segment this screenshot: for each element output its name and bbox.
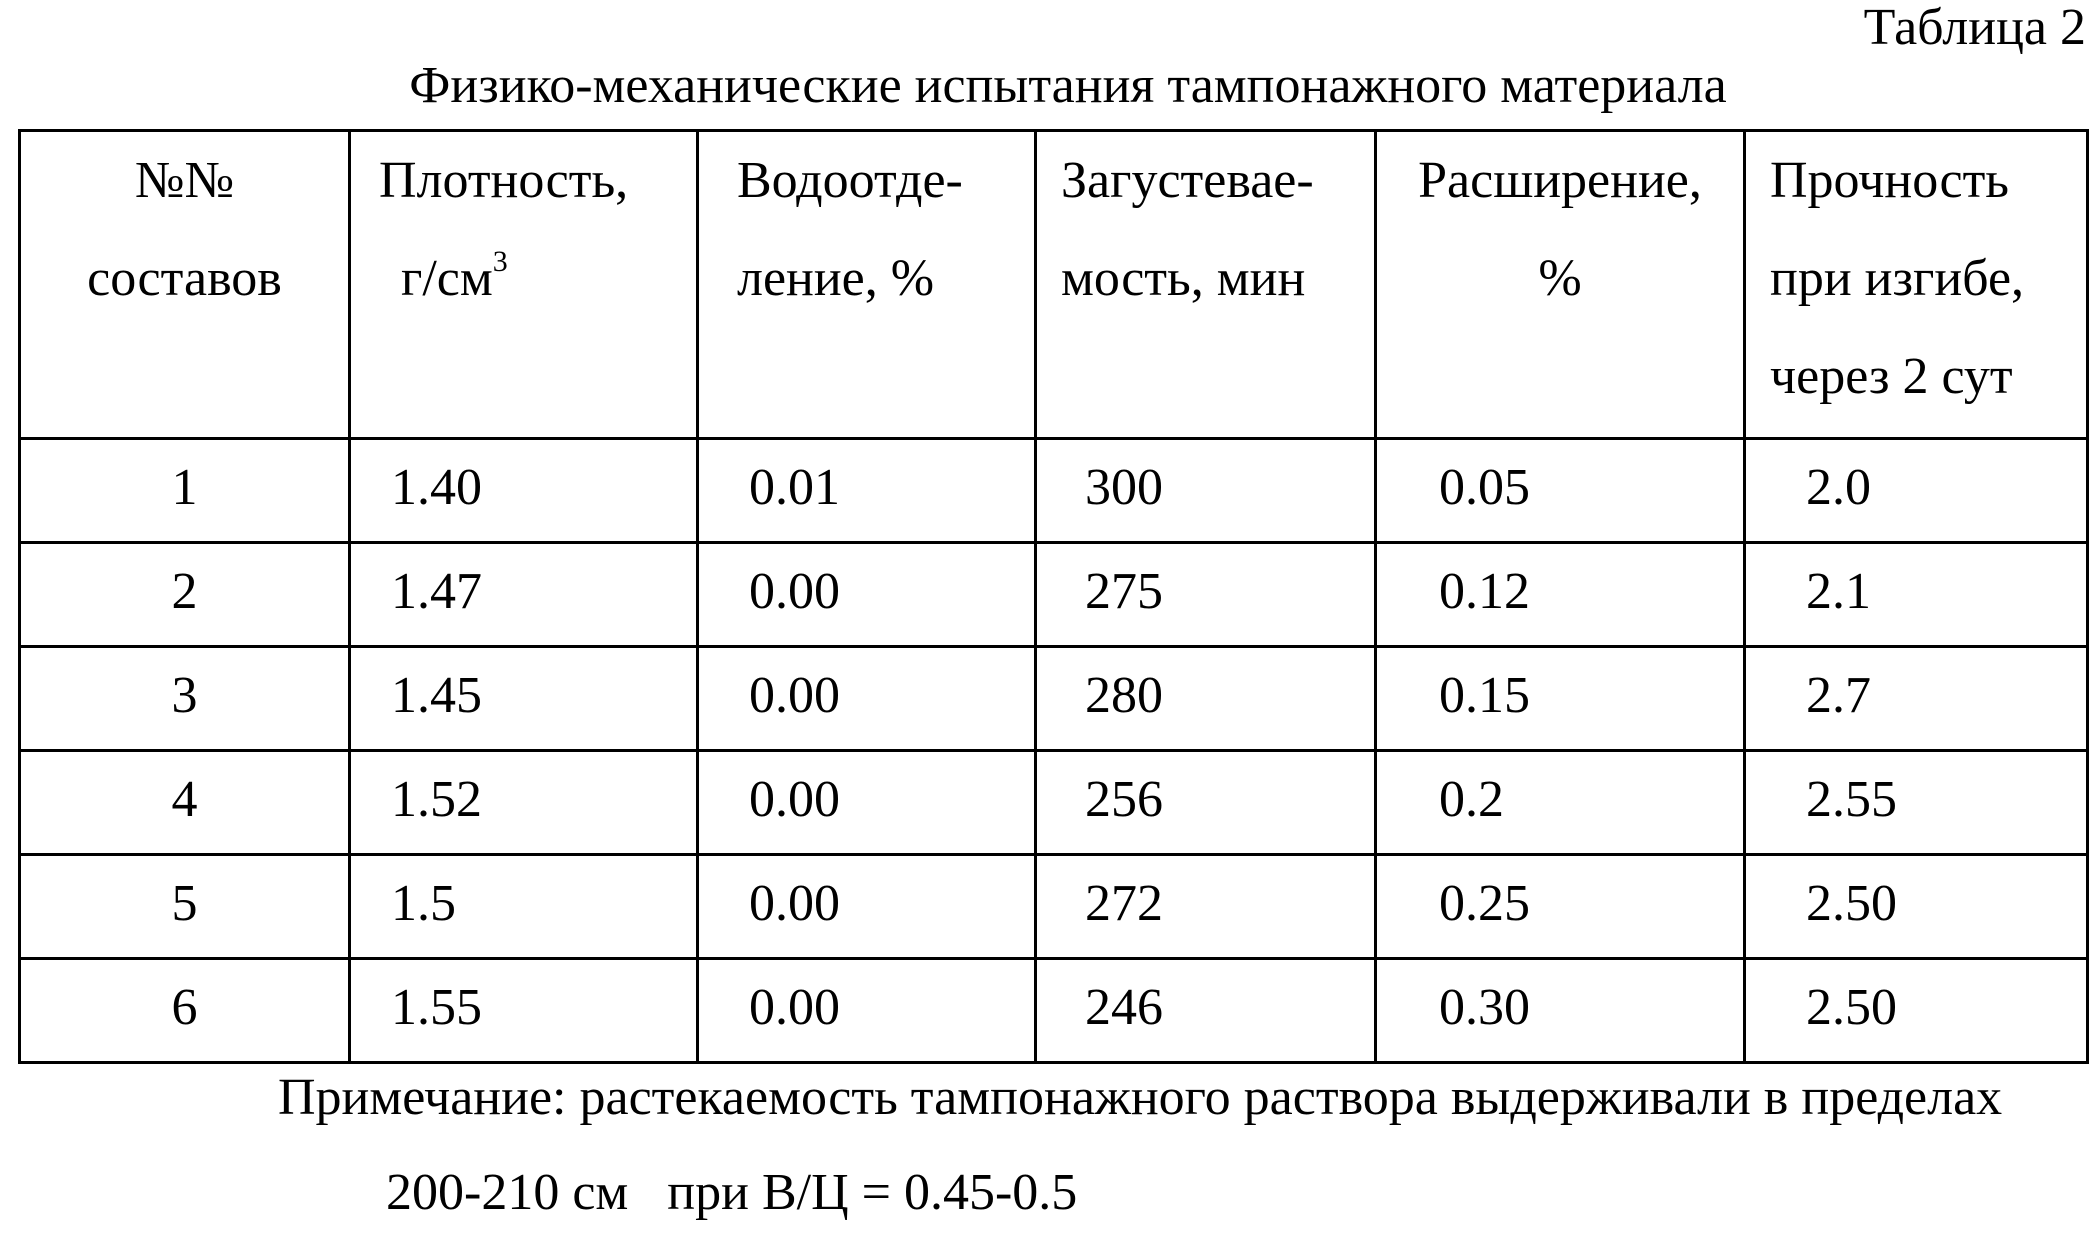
header-bending-strength: Прочность при изгибе, через 2 сут [1745,131,2088,439]
cell-water-separation: 0.00 [698,751,1036,855]
header-composition-number: №№ составов [20,131,350,439]
table-row [20,647,2088,751]
cell-thickening-time: 256 [1036,751,1376,855]
cell-water-separation: 0.00 [698,959,1036,1063]
cell-bending-strength: 2.0 [1745,439,2088,543]
header-thickening-time: Загустевае- мость, мин [1036,131,1376,439]
cell-density: 1.47 [350,543,698,647]
table-row [20,439,2088,543]
cell-water-separation: 0.00 [698,647,1036,751]
cell-density: 1.5 [350,855,698,959]
table-row [20,959,2088,1063]
cell-thickening-time: 246 [1036,959,1376,1063]
cell-composition: 6 [20,959,350,1063]
cell-composition: 3 [20,647,350,751]
table-row [20,855,2088,959]
cell-expansion: 0.30 [1376,959,1745,1063]
table-note: Примечание: растекаемость тампонажного раствора выдерживали в пределах [278,1069,2003,1126]
cell-water-separation: 0.00 [698,543,1036,647]
cell-thickening-time: 272 [1036,855,1376,959]
cell-composition: 2 [20,543,350,647]
table-note-continuation: 200-210 см при В/Ц = 0.45-0.5 [386,1164,1078,1221]
cell-composition: 1 [20,439,350,543]
cell-expansion: 0.12 [1376,543,1745,647]
cell-thickening-time: 300 [1036,439,1376,543]
table-title: Физико-механические испытания тампонажного материала [409,57,1727,114]
cell-bending-strength: 2.7 [1745,647,2088,751]
cell-expansion: 0.2 [1376,751,1745,855]
cell-bending-strength: 2.50 [1745,959,2088,1063]
cell-water-separation: 0.01 [698,439,1036,543]
header-water-separation: Водоотде- ление, % [698,131,1036,439]
table-header-row [20,131,2088,439]
cell-density: 1.40 [350,439,698,543]
cell-composition: 5 [20,855,350,959]
cell-thickening-time: 280 [1036,647,1376,751]
cell-expansion: 0.25 [1376,855,1745,959]
table-row [20,751,2088,855]
cell-thickening-time: 275 [1036,543,1376,647]
cell-density: 1.52 [350,751,698,855]
cell-density: 1.55 [350,959,698,1063]
cell-bending-strength: 2.50 [1745,855,2088,959]
cell-density: 1.45 [350,647,698,751]
cell-bending-strength: 2.1 [1745,543,2088,647]
test-results-table [18,129,2089,1064]
header-density: Плотность, $г/см^3$ [350,131,698,439]
cell-composition: 4 [20,751,350,855]
cell-bending-strength: 2.55 [1745,751,2088,855]
header-expansion: Расширение, % [1376,131,1745,439]
table-row [20,543,2088,647]
table-number-label: Таблица 2 [1863,0,2086,56]
cell-water-separation: 0.00 [698,855,1036,959]
cell-expansion: 0.05 [1376,439,1745,543]
cell-expansion: 0.15 [1376,647,1745,751]
